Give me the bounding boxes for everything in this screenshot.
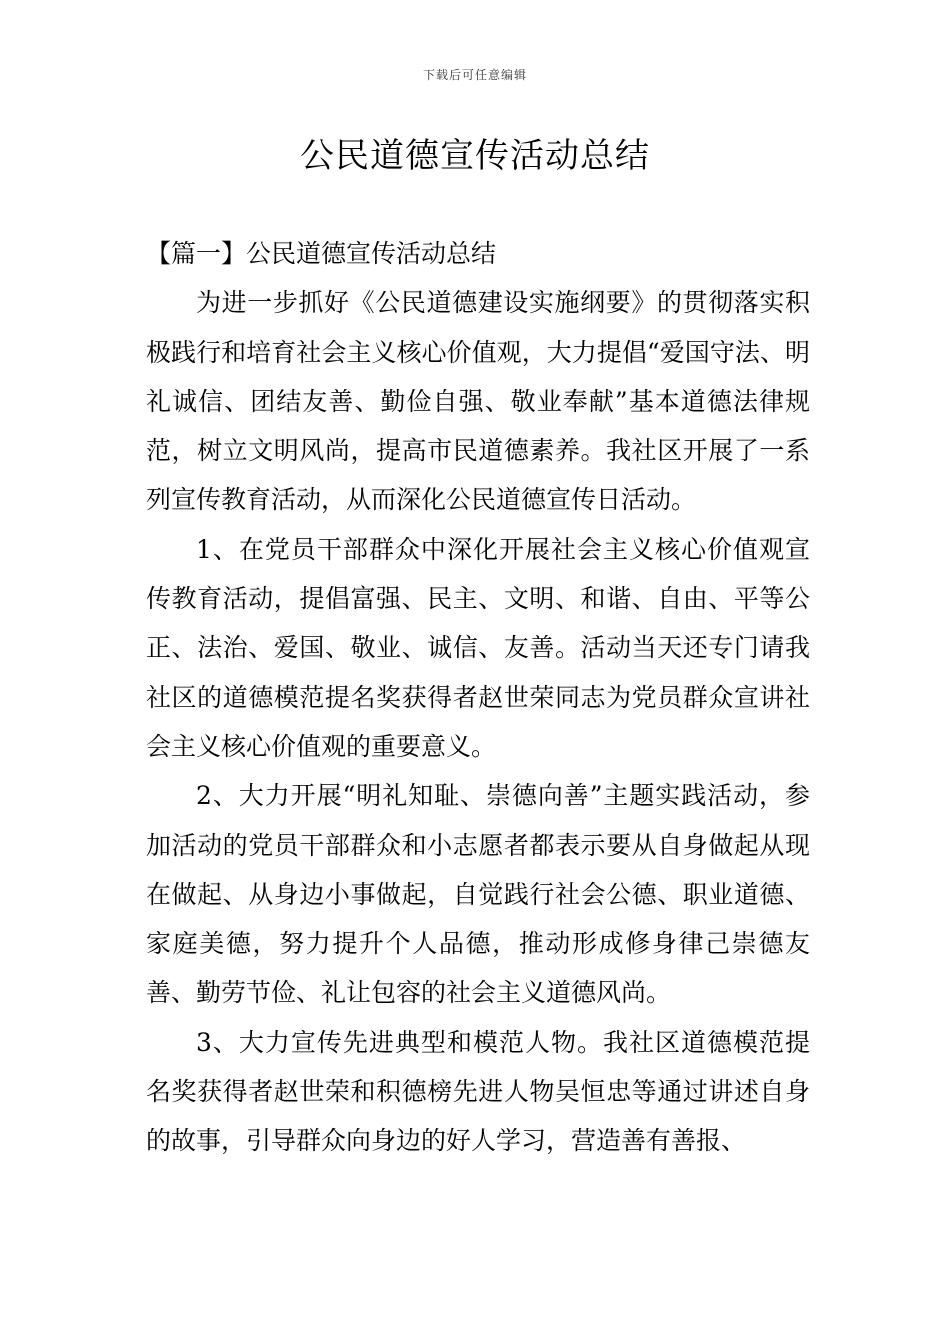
paragraph-item-3: 3、大力宣传先进典型和模范人物。我社区道德模范提名奖获得者赵世荣和积德榜先进人物吴恒忠等通过讲述自身的故事，引导群众向身边的好人学习，营造善有善报、	[146, 1027, 810, 1156]
page-header: 下载后可任意编辑	[422, 68, 527, 82]
document-body	[146, 229, 810, 1166]
section-heading: 【篇一】公民道德宣传活动总结	[146, 239, 497, 268]
paragraph-intro: 为进一步抓好《公民道德建设实施纲要》的贯彻落实积极践行和培育社会主义核心价值观，大力提倡“爱国守法、明礼诚信、团结友善、勤俭自强、敬业奉献”基本道德法律规范，树立文明风尚，提高市民道德素养。我社区开展了一系列宣传教育活动，从而深化公民道德宣传日活动。	[146, 288, 810, 515]
paragraph-item-2: 2、大力开展“明礼知耻、崇德向善”主题实践活动，参加活动的党员干部群众和小志愿者都表示要从自身做起从现在做起、从身边小事做起，自觉践行社会公德、职业道德、家庭美德，努力提升个人品德，推动形成修身律己崇德友善、勤劳节俭、礼让包容的社会主义道德风尚。	[146, 781, 810, 1008]
paragraph-item-1: 1、在党员干部群众中深化开展社会主义核心价值观宣传教育活动，提倡富强、民主、文明、和谐、自由、平等公正、法治、爱国、敬业、诚信、友善。活动当天还专门请我社区的道德模范提名奖获得者赵世荣同志为党员群众宣讲社会主义核心价值观的重要意义。	[146, 534, 810, 761]
document-title: 公民道德宣传活动总结	[300, 136, 650, 176]
